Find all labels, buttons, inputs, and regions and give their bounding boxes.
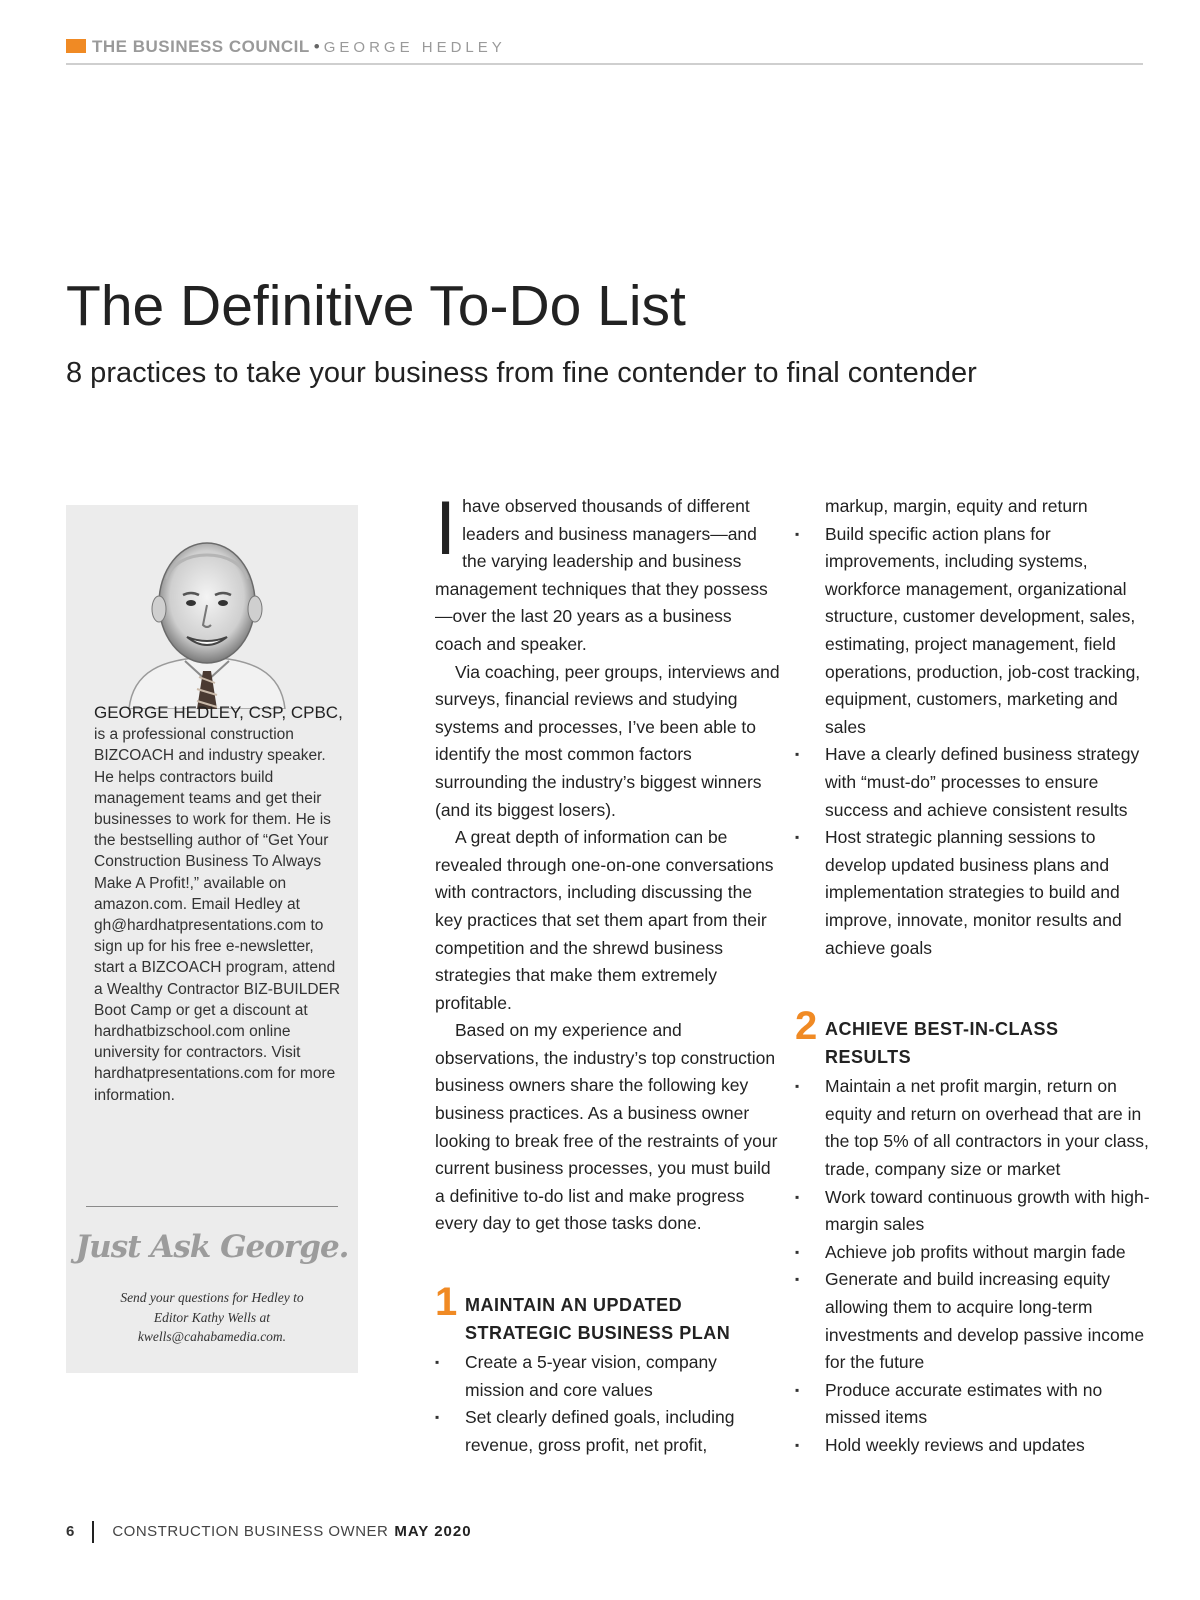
section-title: MAINTAIN AN UPDATED STRATEGIC BUSINESS PLAN (465, 1295, 731, 1343)
paragraph-4: Based on my experience and observations, the industry’s top construction business owners share the following key business practices. As a business owner looking to break free of the restraints of your current business processes, you must build a definitive to-do list and make progress every day to get those tasks done. (435, 1020, 778, 1234)
section-1-heading (435, 1280, 780, 1347)
list-item: ▪ Maintain a net profit margin, return on equity and return on overhead that are in the top 5% of all contractors in your class, trade, company size or market (795, 1073, 1150, 1183)
list-item: ▪ Have a clearly defined business strategy with “must-do” processes to ensure success and achieve consistent results (795, 741, 1150, 824)
author-sidebar (66, 505, 358, 1373)
header-section: THE BUSINESS COUNCIL (92, 37, 310, 56)
list-item: ▪ Set clearly defined goals, including revenue, gross profit, net profit, (435, 1404, 780, 1459)
article-column-1 (435, 486, 780, 1460)
section-1-list (435, 1349, 780, 1459)
author-photo (123, 521, 291, 709)
list-item: ▪ Hold weekly reviews and updates (795, 1432, 1150, 1460)
section-1-list-continued (795, 521, 1150, 963)
list-item: ▪ Build specific action plans for improvements, including systems, workforce management, organizational structure, customer development, sales, estimating, project management, field operations, production, job-cost tracking, equipment, customers, marketing and sales (795, 521, 1150, 742)
list-item: ▪ Work toward continuous growth with high-margin sales (795, 1184, 1150, 1239)
ask-george-note: Send your questions for Hedley to Editor Kathy Wells at kwells@cahabamedia.com. (120, 1290, 304, 1344)
section-number: 2 (795, 1004, 818, 1049)
ask-george-heading: Just Ask George. (75, 1229, 349, 1265)
list-item: ▪ Generate and build increasing equity allowing them to acquire long-term investments and develop passive income for the future (795, 1266, 1150, 1376)
publication-name: CONSTRUCTION BUSINESS OWNER (112, 1523, 389, 1540)
issue-date: MAY 2020 (394, 1523, 472, 1540)
sidebar-divider (86, 1206, 338, 1207)
author-bio (94, 702, 344, 1106)
paragraph-2: Via coaching, peer groups, interviews and surveys, financial reviews and studying systems and processes, I’ve been able to identify the most common factors surrounding the industry’s biggest winners (and its biggest losers). (435, 661, 780, 820)
section-number: 1 (435, 1280, 458, 1325)
list-item-continued: markup, margin, equity and return (825, 496, 1088, 516)
page-footer (66, 1520, 472, 1544)
header-text (92, 37, 506, 58)
article-subtitle: 8 practices to take your business from fine contender to final contender (66, 357, 977, 389)
section-title: ACHIEVE BEST-IN-CLASS RESULTS (825, 1019, 1059, 1067)
paragraph-3: A great depth of information can be revealed through one-on-one conversations with contractors, including discussing the key practices that set them apart from their competition and the shrewd business strategies that make them extremely profitable. (435, 827, 774, 1013)
header-separator: • (313, 37, 320, 56)
section-2-list (795, 1073, 1150, 1459)
running-header (66, 37, 1143, 65)
article-title: The Definitive To-Do List (66, 274, 686, 338)
article-column-2 (795, 493, 1150, 1460)
bio-text: is a professional construction BIZCOACH and industry speaker. He helps contractors build management teams and get their businesses to work for them. He is the bestselling author of “Get Your Construction Business To Always Make A Profit!,” available on amazon.com. Email Hedley at gh@hardhatpresentations.com to sign up for his free e-newsletter, start a BIZCOACH program, attend a Wealthy Contractor BIZ-BUILDER Boot Camp or get a discount at hardhatbizschool.com online university for contractors. Visit hardhatpresentations.com for more information. (94, 726, 341, 1104)
list-item: ▪ Create a 5-year vision, company mission and core values (435, 1349, 780, 1404)
footer-divider (92, 1521, 94, 1543)
header-author: GEORGE HEDLEY (323, 39, 506, 56)
bio-name: GEORGE HEDLEY, CSP, CPBC, (94, 703, 343, 722)
drop-cap: I (435, 486, 457, 571)
list-item: ▪ Host strategic planning sessions to develop updated business plans and implementation strategies to build and improve, innovate, monitor results and achieve goals (795, 824, 1150, 962)
page-number: 6 (66, 1523, 75, 1540)
section-2-heading (795, 1004, 1150, 1071)
intro-paragraph (435, 486, 780, 659)
intro-text: have observed thousands of different leaders and business managers—and the varying leadership and business management techniques that they possess—over the last 20 years as a business coach and speaker. (435, 496, 768, 654)
section-marker (66, 39, 86, 53)
list-item: ▪ Achieve job profits without margin fade (795, 1239, 1150, 1267)
list-item: ▪ Produce accurate estimates with no missed items (795, 1377, 1150, 1432)
